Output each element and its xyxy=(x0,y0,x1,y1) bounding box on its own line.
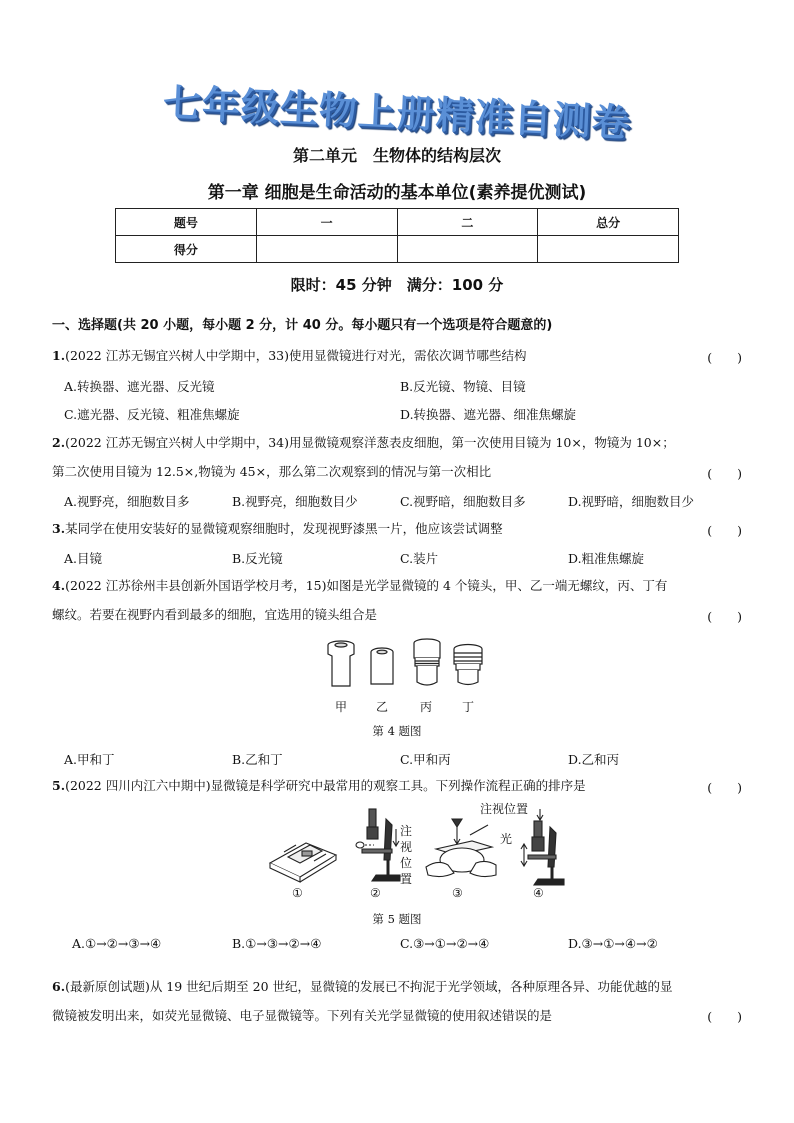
question-text: (2022 江苏徐州丰县创新外国语学校月考，15)如图是光学显微镜的 4 个镜头，甲、乙一端无螺纹，丙、丁有 xyxy=(65,578,668,593)
step-label: ③ xyxy=(452,886,463,900)
question-text-line2: 第二次使用目镜为 12.5×,物镜为 45×，那么第二次观察到的情况与第一次相比 xyxy=(52,464,492,479)
question-text-line2: 螺纹。若要在视野内看到最多的细胞，宜选用的镜头组合是 xyxy=(52,607,378,622)
question-text: (最新原创试题)从 19 世纪后期至 20 世纪，显微镜的发展已不拘泥于光学领域，各种原理各异、功能优越的显 xyxy=(65,979,673,994)
lens-bing-icon xyxy=(414,639,440,685)
microscope-focusing-icon xyxy=(521,809,564,885)
question-6 xyxy=(52,972,742,1030)
microscope-figure xyxy=(266,805,566,890)
lens-label: 丁 xyxy=(462,700,475,714)
question-text-line2: 微镜被发明出来，如荧光显微镜、电子显微镜等。下列有关光学显微镜的使用叙述错误的是 xyxy=(52,1008,553,1023)
question-text: (2022 四川内江六中期中)显微镜是科学研究中最常用的观察工具。下列操作流程正确的排序是 xyxy=(65,778,586,793)
lens-figure xyxy=(320,636,490,696)
option-d: D.视野暗，细胞数目少 xyxy=(568,494,695,509)
answer-paren: ( ) xyxy=(707,466,742,481)
exam-info: 限时：45 分钟 满分：100 分 xyxy=(290,276,504,294)
score-cell: 二 xyxy=(397,209,538,236)
option-a: A.视野亮，细胞数目多 xyxy=(64,494,190,509)
score-cell xyxy=(397,236,538,263)
option-b: B.反光镜 xyxy=(232,551,283,566)
option-d: D.乙和丙 xyxy=(568,752,620,767)
microscope-lowering-icon xyxy=(356,809,400,881)
option-d: D.粗准焦螺旋 xyxy=(568,551,645,566)
option-b: B.反光镜、物镜、目镜 xyxy=(400,379,526,394)
score-cell xyxy=(256,236,397,263)
score-table-row xyxy=(116,236,679,263)
score-cell: 题号 xyxy=(116,209,257,236)
score-table-row xyxy=(116,209,679,236)
annotation-watch-position: 注视位置 xyxy=(480,802,529,816)
option-a: A.转换器、遮光器、反光镜 xyxy=(64,379,215,394)
slide-preparation-icon xyxy=(270,843,336,882)
section-heading: 一、选择题(共 20 小题，每小题 2 分，计 40 分。每小题只有一个选项是符合题意的) xyxy=(52,318,553,333)
option-a: A.甲和丁 xyxy=(64,752,115,767)
option-a: A.目镜 xyxy=(64,551,103,566)
answer-paren: ( ) xyxy=(707,609,742,624)
option-a: A.①→②→③→④ xyxy=(72,936,162,951)
annotation-light: 光 xyxy=(500,832,513,846)
option-d: D.转换器、遮光器、细准焦螺旋 xyxy=(400,407,577,422)
score-table xyxy=(115,208,679,263)
option-d: D.③→①→④→② xyxy=(568,936,658,951)
question-number: 5. xyxy=(52,778,66,793)
slide-placement-icon xyxy=(426,819,496,877)
lens-label: 甲 xyxy=(335,700,348,714)
chapter-title: 第一章 细胞是生命活动的基本单位(素养提优测试) xyxy=(207,183,587,203)
option-c: C.③→①→②→④ xyxy=(400,936,490,951)
question-text: (2022 江苏无锡宜兴树人中学期中，34)用显微镜观察洋葱表皮细胞，第一次使用目镜为 10×，物镜为 10×； xyxy=(65,435,675,450)
answer-paren: ( ) xyxy=(707,1009,742,1024)
question-text: (2022 江苏无锡宜兴树人中学期中，33)使用显微镜进行对光，需依次调节哪些结构 xyxy=(65,348,527,363)
question-number: 2. xyxy=(52,435,66,450)
lens-yi-icon xyxy=(371,648,393,684)
option-c: C.装片 xyxy=(400,551,439,566)
step-label: ② xyxy=(370,886,381,900)
lens-jia-icon xyxy=(328,641,354,686)
question-1 xyxy=(52,341,742,370)
option-c: C.遮光器、反光镜、粗准焦螺旋 xyxy=(64,407,240,422)
question-5 xyxy=(52,771,742,800)
annotation-watch-position: 注视位置 xyxy=(400,824,413,886)
question-3 xyxy=(52,514,742,543)
answer-paren: ( ) xyxy=(707,523,742,538)
option-b: B.视野亮，细胞数目少 xyxy=(232,494,358,509)
question-number: 1. xyxy=(52,348,66,363)
step-label: ① xyxy=(292,886,303,900)
question-number: 4. xyxy=(52,578,66,593)
option-c: C.甲和丙 xyxy=(400,752,451,767)
answer-paren: ( ) xyxy=(707,780,742,795)
unit-title: 第二单元 生物体的结构层次 xyxy=(292,146,501,165)
question-4 xyxy=(52,571,742,629)
score-cell: 总分 xyxy=(538,209,679,236)
question-2 xyxy=(52,428,742,486)
page-title: 七年级生物上册精准自测卷 xyxy=(162,80,632,146)
lens-label: 乙 xyxy=(376,700,389,714)
option-b: B.乙和丁 xyxy=(232,752,283,767)
step-label: ④ xyxy=(533,886,544,900)
option-b: B.①→③→②→④ xyxy=(232,936,322,951)
figure-caption: 第 4 题图 xyxy=(372,724,422,738)
figure-caption: 第 5 题图 xyxy=(372,912,422,926)
score-cell xyxy=(538,236,679,263)
score-cell: 一 xyxy=(256,209,397,236)
lens-label: 丙 xyxy=(420,700,433,714)
question-number: 6. xyxy=(52,979,66,994)
score-cell: 得分 xyxy=(116,236,257,263)
option-c: C.视野暗，细胞数目多 xyxy=(400,494,526,509)
question-text: 某同学在使用安装好的显微镜观察细胞时，发现视野漆黑一片，他应该尝试调整 xyxy=(65,521,503,536)
answer-paren: ( ) xyxy=(707,350,742,365)
lens-ding-icon xyxy=(454,645,482,685)
question-number: 3. xyxy=(52,521,66,536)
